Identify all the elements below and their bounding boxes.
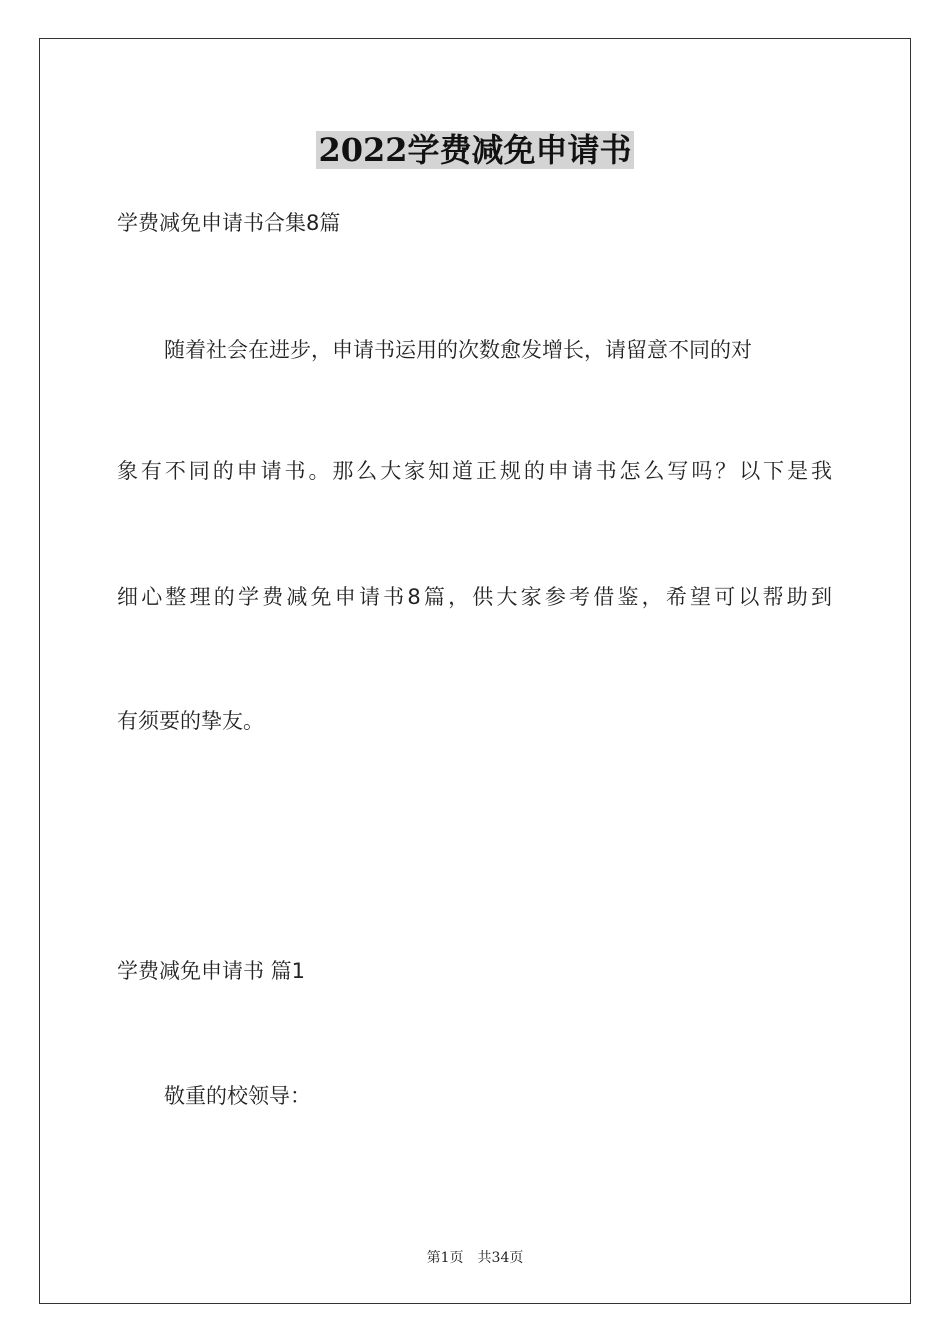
- document-subtitle: 学费减免申请书合集8篇: [117, 211, 341, 235]
- page-total: 共34页: [477, 1250, 524, 1266]
- document-title: [0, 128, 950, 172]
- document-title-text: 2022学费减免申请书: [318, 131, 632, 169]
- page-footer: [0, 1247, 950, 1267]
- page-number: 第1页: [426, 1250, 464, 1266]
- section-heading: 学费减免申请书 篇1: [117, 959, 306, 983]
- intro-line-1: 随着社会在进步，申请书运用的次数愈发增长，请留意不同的对: [164, 338, 752, 362]
- salutation: 敬重的校领导：: [164, 1084, 311, 1108]
- intro-line-2: 象有不同的申请书。那么大家知道正规的申请书怎么写吗？以下是我: [117, 459, 832, 483]
- intro-line-3: 细心整理的学费减免申请书8篇，供大家参考借鉴，希望可以帮助到: [117, 585, 832, 609]
- intro-line-4: 有须要的挚友。: [117, 709, 264, 733]
